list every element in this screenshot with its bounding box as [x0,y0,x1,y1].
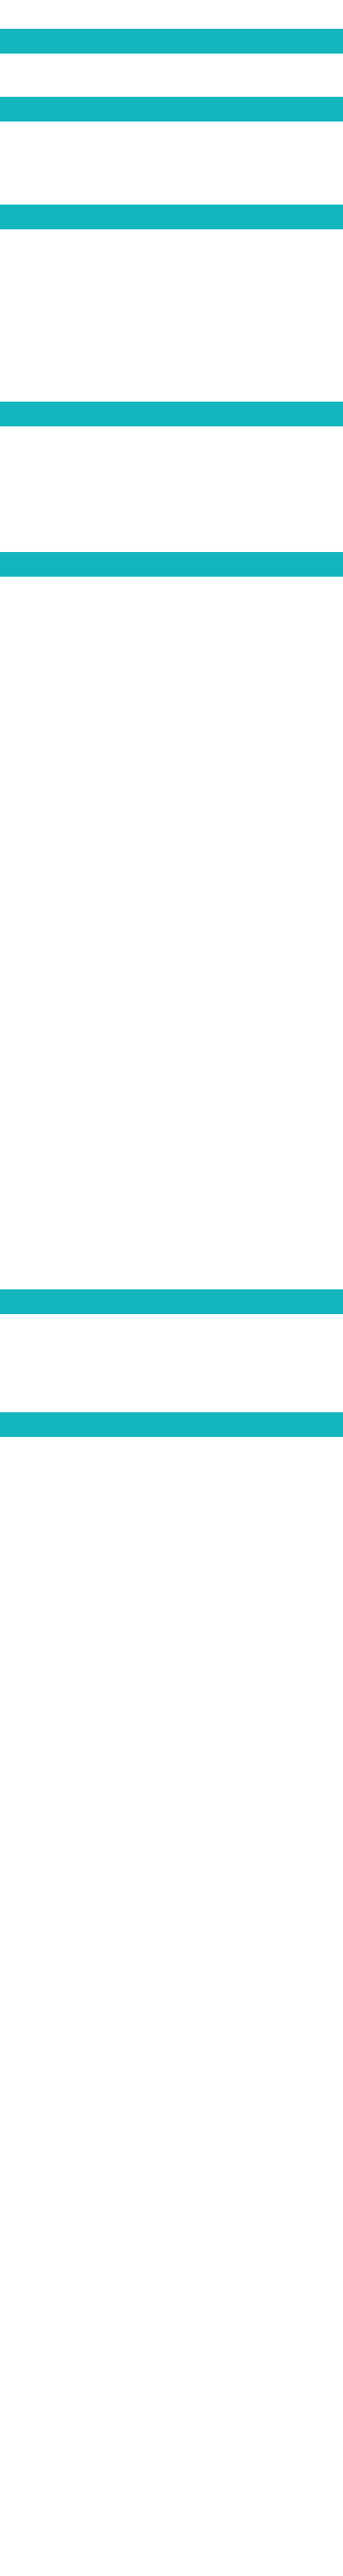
hotel-section [0,205,343,361]
hotel-surroundings-section [0,29,343,73]
rooms-header [0,402,343,426]
health-safety-section [0,1289,343,1384]
location-header [0,97,343,122]
services-header [0,552,343,577]
rooms-section [0,402,343,531]
hotel-content [5,229,338,361]
services-section [0,552,343,1272]
location-section [0,97,343,175]
hotel-surroundings-content [5,54,338,73]
health-safety-header [0,1289,343,1314]
attention-header [0,1412,343,1437]
attention-content [5,1437,338,2556]
health-safety-content [5,1314,338,1384]
services-content [5,577,338,1272]
hotel-header [0,205,343,229]
attention-section [0,1412,343,2556]
rooms-content [5,426,338,531]
hotel-surroundings-header [0,29,343,54]
location-content [5,122,338,175]
